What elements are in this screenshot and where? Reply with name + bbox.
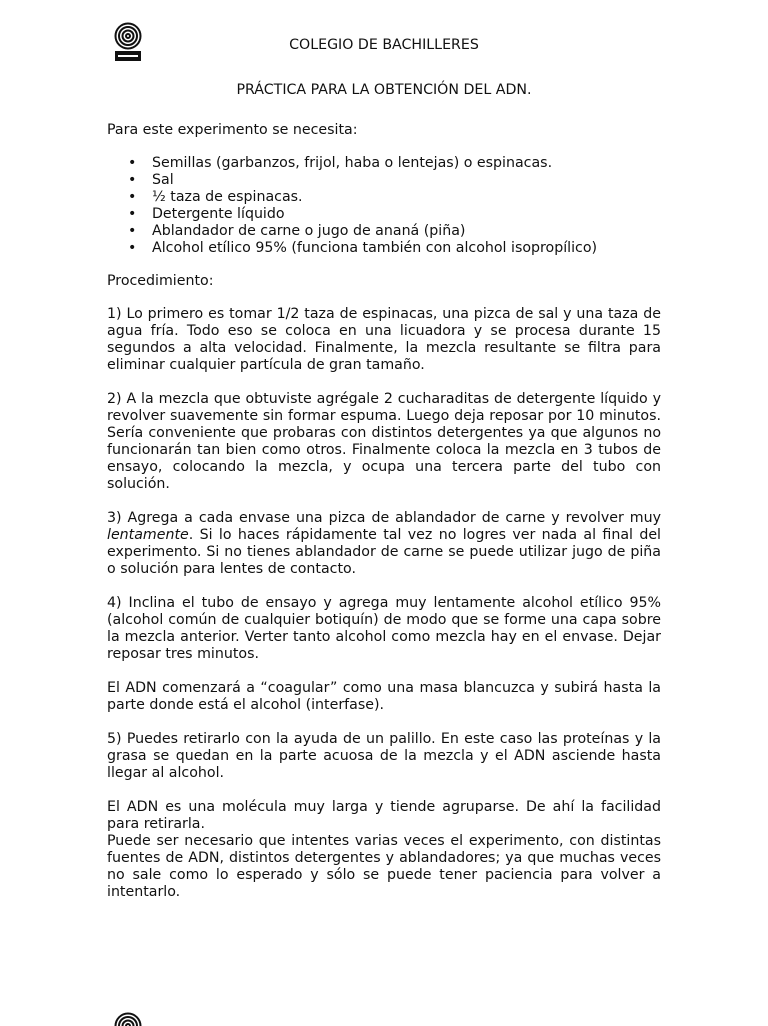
dna-coagulation-paragraph: El ADN comenzará a “coagular” como una masa blancuzca y subirá hasta la parte donde está el alcohol (interfase). [107, 680, 661, 714]
step-1-paragraph: 1) Lo primero es tomar 1/2 taza de espinacas, una pizca de sal y una taza de agua fría. Todo eso se coloca en una licuadora y se procesa durante 15 segundos a alta velocidad. Finalmente, la mezcla resultante se filtra para eliminar cualquier partícula de gran tamaño. [107, 306, 661, 374]
step-3-paragraph [107, 510, 661, 578]
step-5-paragraph: 5) Puedes retirarlo con la ayuda de un palillo. En este caso las proteínas y la grasa se quedan en la parte acuosa de la mezcla y el ADN asciende hasta llegar al alcohol. [107, 731, 661, 782]
list-item: • Alcohol etílico 95% (funciona también con alcohol isopropílico) [152, 240, 661, 257]
step-2-paragraph: 2) A la mezcla que obtuviste agrégale 2 cucharaditas de detergente líquido y revolver suavemente sin formar espuma. Luego deja reposar por 10 minutos. Sería conveniente que probaras con distintos detergentes ya que algunos no funcionarán tan bien como otros. Finalmente coloca la mezcla en 3 tubos de ensayo, colocando la mezcla, y ocupa una tercera parte del tubo con solución. [107, 391, 661, 493]
list-item: • Detergente líquido [152, 206, 661, 223]
list-item: • ½ taza de espinacas. [152, 189, 661, 206]
school-name: COLEGIO DE BACHILLERES [0, 37, 768, 54]
procedure-heading: Procedimiento: [107, 273, 661, 290]
dna-molecule-paragraph: El ADN es una molécula muy larga y tiende agruparse. De ahí la facilidad para retirarla. [107, 799, 661, 833]
step-3-emphasis: lentamente [107, 527, 189, 543]
step-3-text-end: . Si lo haces rápidamente tal vez no logres ver nada al final del experimento. Si no tienes ablandador de carne se puede utilizar jugo de piña o solución para lentes de contacto. [107, 527, 661, 577]
materials-intro: Para este experimento se necesita: [107, 122, 661, 139]
list-item: • Ablandador de carne o jugo de ananá (piña) [152, 223, 661, 240]
list-item: • Semillas (garbanzos, frijol, haba o lentejas) o espinacas. [152, 155, 661, 172]
step-3-text-start: 3) Agrega a cada envase una pizca de ablandador de carne y revolver muy [107, 510, 661, 526]
document-title: PRÁCTICA PARA LA OBTENCIÓN DEL ADN. [0, 82, 768, 99]
closing-paragraph: Puede ser necesario que intentes varias veces el experimento, con distintas fuentes de ADN, distintos detergentes y ablandadores; ya que muchas veces no sale como lo esperado y sólo se puede tener paciencia para volver a intentarlo. [107, 833, 661, 901]
step-4-paragraph: 4) Inclina el tubo de ensayo y agrega muy lentamente alcohol etílico 95% (alcohol común de cualquier botiquín) de modo que se forme una capa sobre la mezcla anterior. Verter tanto alcohol como mezcla hay en el envase. Dejar reposar tres minutos. [107, 595, 661, 663]
document-body [107, 122, 661, 901]
materials-list [107, 155, 661, 257]
list-item: • Sal [152, 172, 661, 189]
